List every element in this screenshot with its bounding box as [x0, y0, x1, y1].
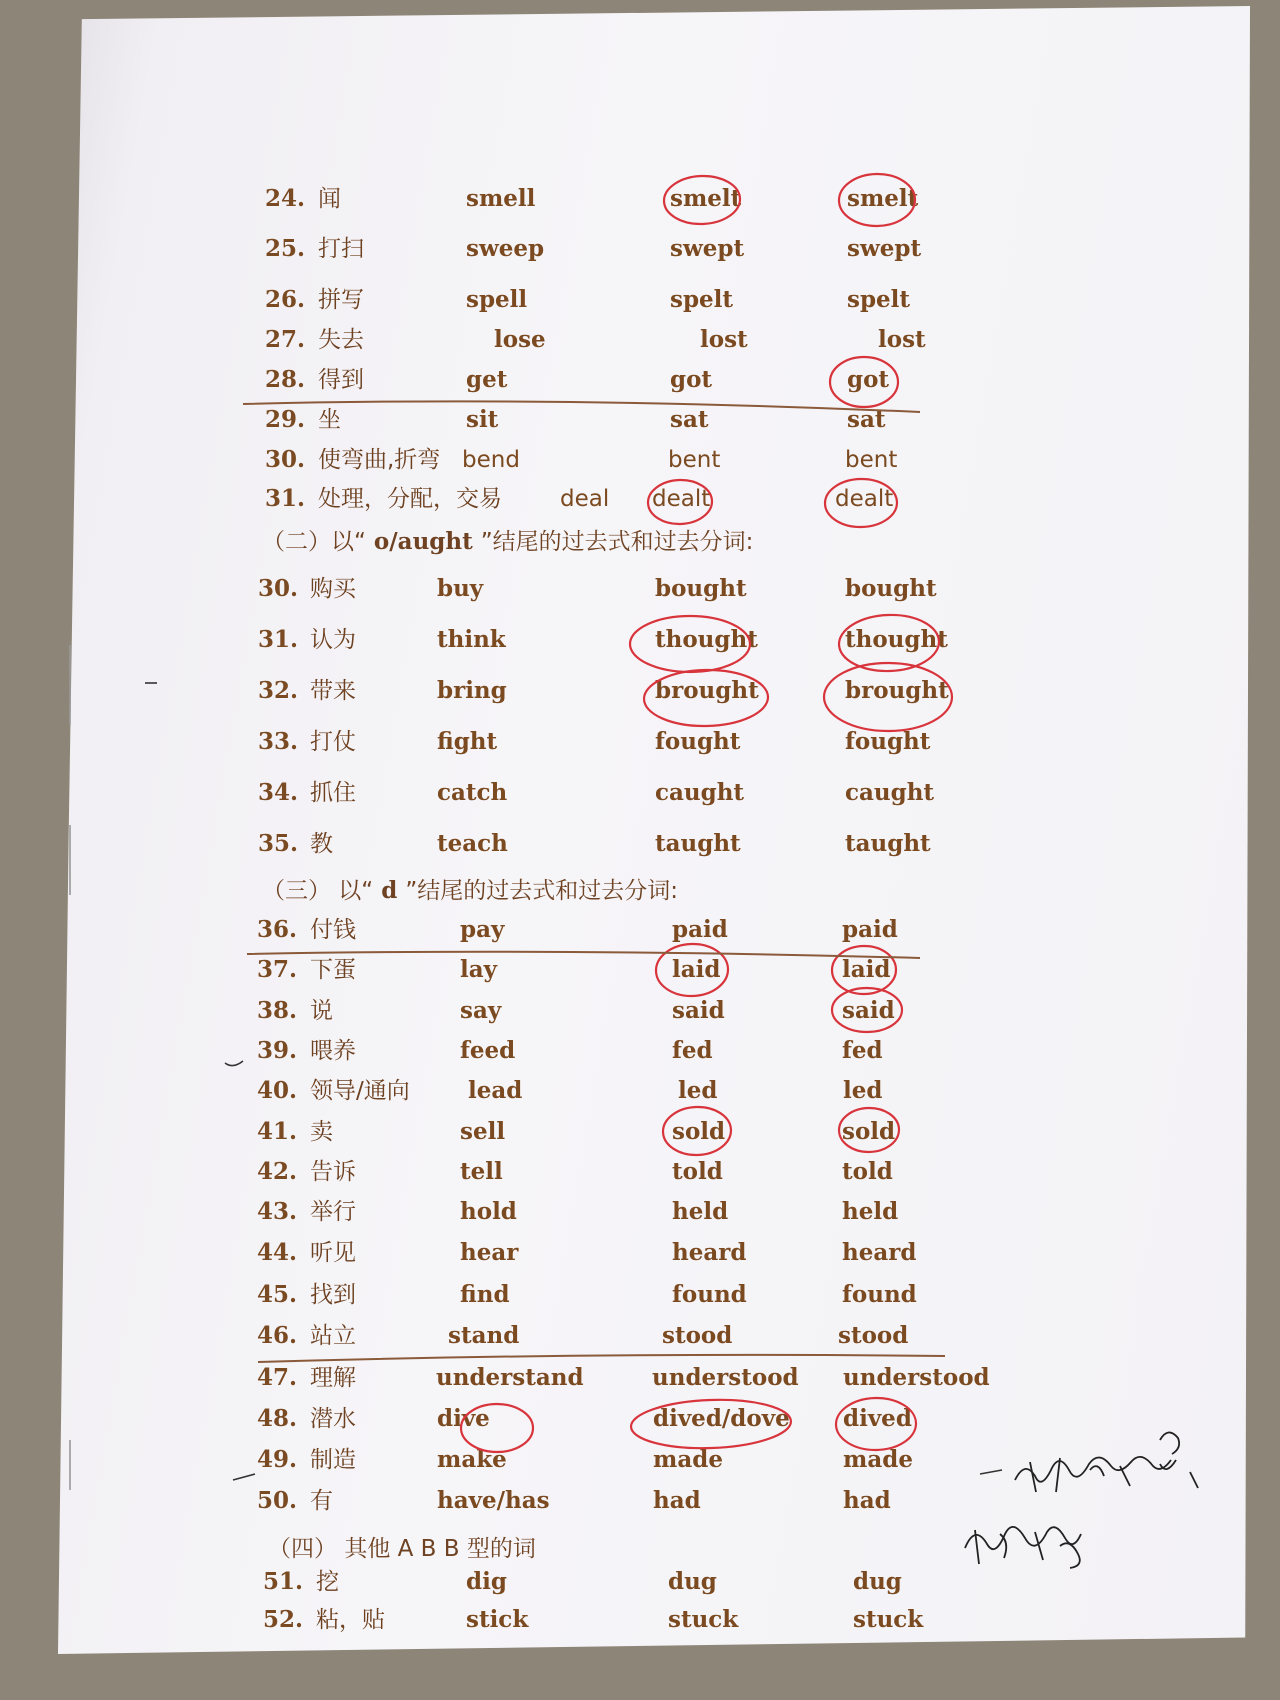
ink-circles	[461, 173, 952, 1452]
past-participle: led	[843, 1077, 883, 1104]
chinese-meaning: 付钱	[310, 917, 356, 943]
past-tense: spelt	[670, 286, 734, 313]
section-heading-rest: ”结尾的过去式和过去分词:	[480, 529, 754, 555]
ink-circle	[644, 669, 769, 727]
past-tense: had	[653, 1487, 701, 1514]
past-tense: dived/dove	[653, 1405, 790, 1432]
chinese-meaning: 制造	[310, 1447, 356, 1473]
ink-circle	[663, 175, 741, 226]
margin-ticks	[70, 645, 1002, 1490]
entry-number: 29.	[265, 406, 306, 433]
past-participle: had	[843, 1487, 891, 1514]
past-participle: stuck	[853, 1606, 924, 1633]
base-form: lead	[468, 1077, 523, 1104]
base-form: make	[437, 1446, 507, 1473]
past-tense: made	[653, 1446, 723, 1473]
past-participle: made	[843, 1446, 913, 1473]
past-participle: caught	[845, 779, 935, 806]
past-participle: taught	[845, 830, 931, 857]
past-tense: bought	[655, 575, 747, 602]
past-tense: bent	[668, 447, 721, 473]
entry-number: 40.	[257, 1077, 298, 1104]
entry-number: 36.	[257, 916, 298, 943]
past-tense: sold	[672, 1118, 726, 1145]
past-participle: bought	[845, 575, 937, 602]
entry-number: 25.	[265, 235, 306, 262]
chinese-meaning: 带来	[310, 678, 356, 704]
base-form: get	[466, 366, 508, 393]
ink-circle	[630, 616, 750, 672]
past-tense: lost	[700, 326, 748, 353]
past-tense: dealt	[652, 486, 711, 512]
chinese-meaning: 教	[310, 831, 333, 857]
base-form: teach	[437, 830, 508, 857]
ink-circle	[647, 479, 712, 525]
chinese-meaning: 打仗	[310, 729, 356, 755]
entry-number: 27.	[265, 326, 306, 353]
chinese-meaning: 理解	[310, 1365, 356, 1391]
past-tense: found	[672, 1281, 747, 1308]
entry-number: 34.	[258, 779, 299, 806]
past-participle: smelt	[847, 185, 919, 212]
past-tense: told	[672, 1158, 723, 1185]
past-participle: told	[842, 1158, 893, 1185]
chinese-meaning: 打扫	[318, 236, 364, 262]
past-tense: heard	[672, 1239, 747, 1266]
entry-number: 24.	[265, 185, 306, 212]
chinese-meaning: 说	[310, 998, 333, 1024]
past-participle: understood	[843, 1364, 990, 1391]
entry-number: 31.	[265, 485, 306, 512]
entry-number: 52.	[263, 1606, 304, 1633]
past-tense: taught	[655, 830, 741, 857]
ink-circle	[630, 1397, 792, 1451]
past-tense: brought	[655, 677, 759, 704]
past-participle: stood	[838, 1322, 909, 1349]
base-form: fight	[437, 728, 498, 755]
handwritten-note	[965, 1432, 1198, 1568]
base-form: bend	[462, 447, 520, 473]
base-form: feed	[460, 1037, 516, 1064]
chinese-meaning: 卖	[310, 1119, 333, 1145]
chinese-meaning: 挖	[316, 1569, 339, 1595]
ink-circle	[839, 1107, 900, 1152]
ink-circle	[836, 1397, 917, 1450]
base-form: have/has	[437, 1487, 550, 1514]
past-tense: held	[672, 1198, 729, 1225]
past-participle: dug	[853, 1568, 902, 1595]
entry-number: 51.	[263, 1568, 304, 1595]
chinese-meaning: 潜水	[310, 1406, 356, 1432]
past-participle: sat	[847, 406, 886, 433]
entry-number: 50.	[257, 1487, 298, 1514]
base-form: hold	[460, 1198, 517, 1225]
entry-number: 38.	[257, 997, 298, 1024]
chinese-meaning: 听见	[310, 1240, 356, 1266]
base-form: tell	[460, 1158, 503, 1185]
chinese-meaning: 使弯曲,折弯	[318, 447, 441, 473]
entry-number: 32.	[258, 677, 299, 704]
section-heading-rest: 其他 A B B 型的词	[344, 1536, 536, 1562]
entry-number: 26.	[265, 286, 306, 313]
chinese-meaning: 有	[310, 1488, 333, 1514]
entry-number: 39.	[257, 1037, 298, 1064]
past-participle: fed	[842, 1037, 883, 1064]
entry-number: 33.	[258, 728, 299, 755]
entry-number: 30.	[265, 446, 306, 473]
past-participle: sold	[842, 1118, 896, 1145]
chinese-meaning: 告诉	[310, 1159, 356, 1185]
base-form: catch	[437, 779, 508, 806]
entry-number: 41.	[257, 1118, 298, 1145]
underline-rule-46	[258, 1355, 945, 1362]
past-participle: held	[842, 1198, 899, 1225]
past-participle: paid	[842, 916, 898, 943]
entry-number: 31.	[258, 626, 299, 653]
past-tense: said	[672, 997, 725, 1024]
past-participle: brought	[845, 677, 949, 704]
past-participle: dived	[843, 1405, 912, 1432]
past-participle: heard	[842, 1239, 917, 1266]
base-form: bring	[437, 677, 507, 704]
base-form: stand	[448, 1322, 520, 1349]
ink-circle	[824, 663, 952, 731]
past-tense: smelt	[670, 185, 742, 212]
base-form: think	[437, 626, 506, 653]
chinese-meaning: 找到	[310, 1282, 356, 1308]
past-participle: thought	[845, 626, 948, 653]
chinese-meaning: 举行	[310, 1199, 356, 1225]
entry-number: 37.	[257, 956, 298, 983]
entry-number: 48.	[257, 1405, 298, 1432]
past-participle: spelt	[847, 286, 911, 313]
chinese-meaning: 领导/通向	[310, 1078, 410, 1104]
section-heading-key: o/aught	[365, 528, 481, 555]
past-participle: bent	[845, 447, 898, 473]
underline-rule-28	[243, 401, 920, 412]
base-form: lay	[460, 956, 498, 983]
chinese-meaning: 认为	[310, 627, 356, 653]
past-tense: fed	[672, 1037, 713, 1064]
past-tense: stuck	[668, 1606, 739, 1633]
entry-number: 42.	[257, 1158, 298, 1185]
past-participle: said	[842, 997, 895, 1024]
past-participle: found	[842, 1281, 917, 1308]
base-form: deal	[560, 486, 610, 512]
chinese-meaning: 购买	[310, 576, 356, 602]
entry-number: 43.	[257, 1198, 298, 1225]
base-form: sit	[466, 406, 499, 433]
entry-number: 46.	[257, 1322, 298, 1349]
underline-rules	[243, 401, 945, 1362]
section-heading-rest: ”结尾的过去式和过去分词:	[405, 878, 679, 904]
base-form: smell	[466, 185, 536, 212]
ink-circle	[830, 357, 898, 407]
chinese-meaning: 处理，分配，交易	[318, 486, 502, 512]
chinese-meaning: 坐	[318, 407, 341, 433]
base-form: lose	[494, 326, 546, 353]
entry-number: 28.	[265, 366, 306, 393]
chinese-meaning: 喂养	[310, 1038, 356, 1064]
past-tense: laid	[672, 956, 721, 983]
chinese-meaning: 失去	[318, 327, 364, 353]
base-form: sell	[460, 1118, 506, 1145]
entry-number: 49.	[257, 1446, 298, 1473]
section-heading-key: d	[373, 877, 406, 904]
entry-number: 44.	[257, 1239, 298, 1266]
chinese-meaning: 得到	[318, 367, 364, 393]
base-form: stick	[466, 1606, 529, 1633]
past-participle: swept	[847, 235, 922, 262]
section-heading-label: （三） 以“	[262, 878, 374, 904]
past-tense: caught	[655, 779, 745, 806]
chinese-meaning: 抓住	[310, 780, 356, 806]
section-heading-label: （二）以“	[262, 529, 366, 555]
base-form: sweep	[466, 235, 545, 262]
base-form: hear	[460, 1239, 519, 1266]
past-tense: dug	[668, 1568, 717, 1595]
base-form: find	[460, 1281, 510, 1308]
base-form: understand	[436, 1364, 584, 1391]
past-tense: stood	[662, 1322, 733, 1349]
entry-number: 45.	[257, 1281, 298, 1308]
entry-number: 47.	[257, 1364, 298, 1391]
chinese-meaning: 站立	[310, 1323, 356, 1349]
base-form: buy	[437, 575, 484, 602]
section-heading-label: （四）	[268, 1536, 345, 1562]
base-form: dive	[437, 1405, 490, 1432]
past-tense: paid	[672, 916, 728, 943]
base-form: dig	[466, 1568, 507, 1595]
entry-number: 35.	[258, 830, 299, 857]
ink-circle	[662, 1106, 732, 1156]
past-tense: understood	[652, 1364, 799, 1391]
chinese-meaning: 粘，贴	[316, 1607, 385, 1633]
base-form: pay	[460, 916, 505, 943]
past-tense: swept	[670, 235, 745, 262]
past-participle: got	[847, 366, 890, 393]
base-form: spell	[466, 286, 528, 313]
chinese-meaning: 闻	[318, 186, 341, 212]
base-form: say	[460, 997, 502, 1024]
past-participle: dealt	[835, 486, 894, 512]
past-tense: thought	[655, 626, 758, 653]
past-participle: fought	[845, 728, 931, 755]
past-tense: fought	[655, 728, 741, 755]
underline-rule-36	[247, 952, 920, 958]
past-participle: lost	[878, 326, 926, 353]
chinese-meaning: 拼写	[318, 287, 364, 313]
past-tense: got	[670, 366, 713, 393]
past-tense: led	[678, 1077, 718, 1104]
ink-circle	[825, 478, 898, 527]
past-tense: sat	[670, 406, 709, 433]
ink-circle	[839, 173, 919, 226]
ink-circle	[461, 1404, 533, 1452]
chinese-meaning: 下蛋	[310, 957, 356, 983]
ink-circle	[655, 943, 729, 997]
past-participle: laid	[842, 956, 891, 983]
entry-number: 30.	[258, 575, 299, 602]
